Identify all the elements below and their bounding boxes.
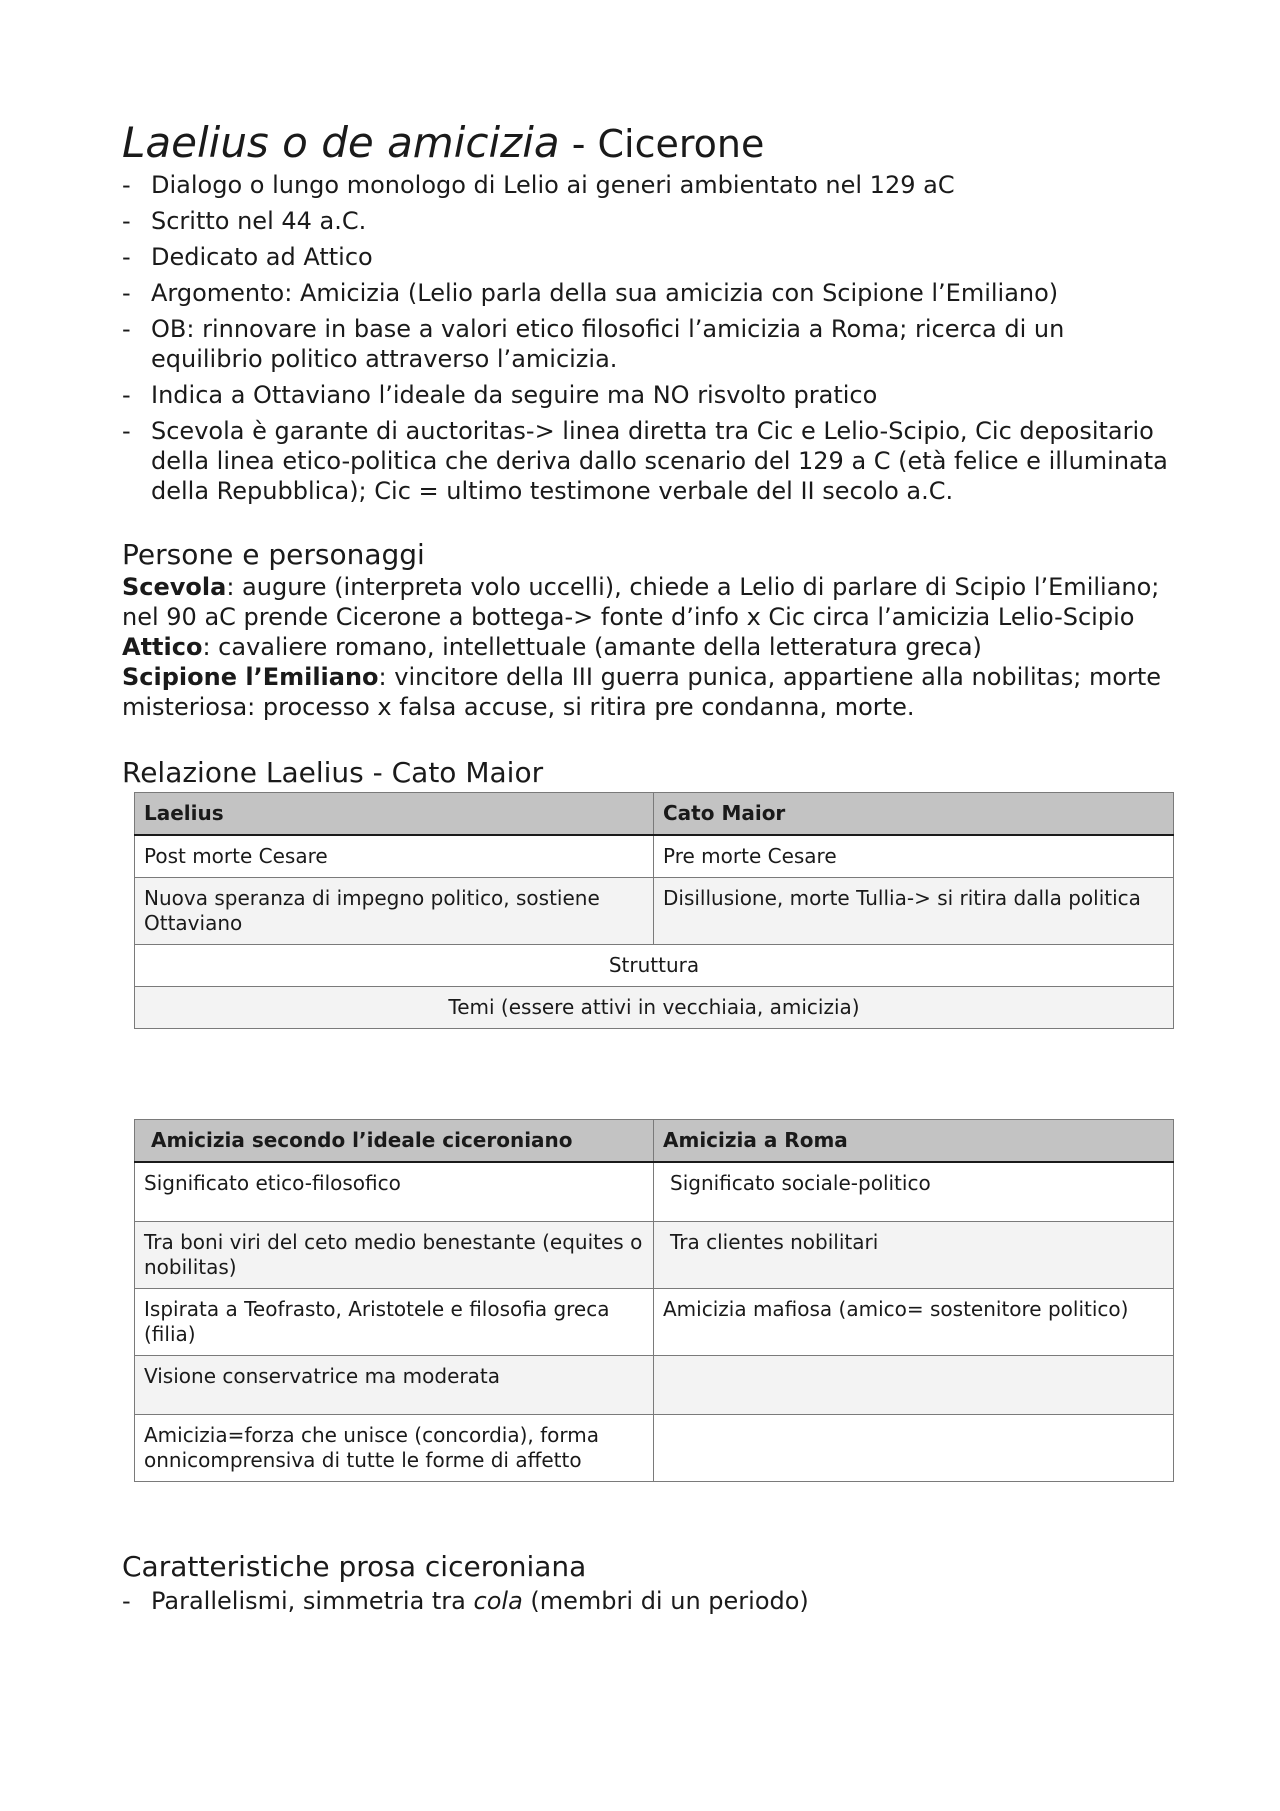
person-desc: : vincitore della III guerra punica, appartiene alla nobilitas; morte misteriosa: processo x falsa accuse, si ritira pre condanna, morte.: [122, 663, 1162, 722]
table-cell: Nuova speranza di impegno politico, sostiene Ottaviano: [135, 878, 654, 945]
list-item: [122, 206, 1172, 236]
table-cell: Ispirata a Teofrasto, Aristotele e filosofia greca (filia): [135, 1289, 654, 1356]
dash-bullet: -: [122, 417, 131, 446]
header-cell: Amicizia a Roma: [654, 1120, 1174, 1163]
list-item-text: OB: rinnovare in base a valori etico filosofici l’amicizia a Roma; ricerca di un equilibrio politico attraverso l’amicizia.: [151, 315, 1065, 374]
header-cell: Cato Maior: [654, 793, 1174, 836]
title-author: - Cicerone: [559, 122, 765, 166]
table-cell: Amicizia mafiosa (amico= sostenitore politico): [654, 1289, 1174, 1356]
prosa-text-before: Parallelismi, simmetria tra: [151, 1587, 474, 1616]
table-cell: Visione conservatrice ma moderata: [135, 1356, 654, 1415]
list-item-text: Dedicato ad Attico: [151, 243, 373, 272]
document-title: [122, 118, 1172, 168]
prosa-text-italic: cola: [473, 1587, 523, 1616]
list-item: [122, 314, 1172, 374]
person-desc: : cavaliere romano, intellettuale (amante della letteratura greca): [202, 633, 982, 662]
person-name: Scevola: [122, 573, 227, 602]
dash-bullet: -: [122, 315, 131, 344]
title-main: Laelius o de amicizia: [122, 118, 560, 167]
dash-bullet: -: [122, 243, 131, 272]
table-row: [135, 1289, 1174, 1356]
table-cell: Tra clientes nobilitari: [654, 1222, 1174, 1289]
merged-cell: Temi (essere attivi in vecchiaia, amicizia): [135, 987, 1174, 1029]
header-cell: Laelius: [135, 793, 654, 836]
table-row: [135, 987, 1174, 1029]
section-heading-prosa: Caratteristiche prosa ciceroniana: [122, 1550, 587, 1584]
section-heading-persone: Persone e personaggi: [122, 538, 425, 572]
list-item-text: Dialogo o lungo monologo di Lelio ai generi ambientato nel 129 aC: [151, 171, 955, 200]
person-desc: : augure (interpreta volo uccelli), chiede a Lelio di parlare di Scipio l’Emiliano; nel 90 aC prende Cicerone a bottega-> fonte d’info x Cic circa l’amicizia Lelio-Scipio: [122, 573, 1160, 632]
table-row: [135, 1222, 1174, 1289]
header-cell: Amicizia secondo l’ideale ciceroniano: [135, 1120, 654, 1163]
table-cell: Significato etico-filosofico: [135, 1162, 654, 1222]
table-header-row: [135, 1120, 1174, 1163]
list-item-text: Scevola è garante di auctoritas-> linea diretta tra Cic e Lelio-Scipio, Cic depositario della linea etico-politica che deriva dallo scenario del 129 a C (età felice e illuminata della Repubblica); Cic = ultimo testimone verbale del II secolo a.C.: [151, 417, 1168, 506]
document-content: [122, 118, 1172, 1622]
person-entry: [122, 572, 1172, 632]
list-item-text: Argomento: Amicizia (Lelio parla della sua amicizia con Scipione l’Emiliano): [151, 279, 1059, 308]
table-row: [135, 1356, 1174, 1415]
person-name: Scipione l’Emiliano: [122, 663, 379, 692]
list-item: [122, 1586, 1172, 1616]
table-row: [135, 878, 1174, 945]
amicizia-table: [134, 1119, 1174, 1482]
person-entry: [122, 632, 1172, 662]
list-item-text: Scritto nel 44 a.C.: [151, 207, 367, 236]
table-row: [135, 1415, 1174, 1482]
person-entry: [122, 662, 1172, 722]
list-item-text: Indica a Ottaviano l’ideale da seguire ma NO risvolto pratico: [151, 381, 878, 410]
table-cell: Tra boni viri del ceto medio benestante (equites o nobilitas): [135, 1222, 654, 1289]
table-cell: Pre morte Cesare: [654, 835, 1174, 878]
table-cell: Post morte Cesare: [135, 835, 654, 878]
list-item: [122, 380, 1172, 410]
merged-cell: Struttura: [135, 945, 1174, 987]
dash-bullet: -: [122, 279, 131, 308]
table-row: [135, 1162, 1174, 1222]
table-header-row: [135, 793, 1174, 836]
list-item: [122, 278, 1172, 308]
list-item: [122, 416, 1172, 506]
intro-list: [122, 170, 1172, 506]
table-cell: Disillusione, morte Tullia-> si ritira dalla politica: [654, 878, 1174, 945]
person-name: Attico: [122, 633, 203, 662]
section-heading-relazione: Relazione Laelius - Cato Maior: [122, 756, 544, 790]
prosa-text-after: (membri di un periodo): [522, 1587, 809, 1616]
dash-bullet: -: [122, 381, 131, 410]
dash-bullet: -: [122, 1587, 131, 1616]
table-cell: Amicizia=forza che unisce (concordia), forma onnicomprensiva di tutte le forme di affetto: [135, 1415, 654, 1482]
dash-bullet: -: [122, 171, 131, 200]
list-item: [122, 242, 1172, 272]
table-row: [135, 945, 1174, 987]
table-cell: Significato sociale-politico: [654, 1162, 1174, 1222]
table-cell: [654, 1415, 1174, 1482]
dash-bullet: -: [122, 207, 131, 236]
prosa-list: [122, 1586, 1172, 1616]
table-cell: [654, 1356, 1174, 1415]
table-row: [135, 835, 1174, 878]
people-list: [122, 572, 1172, 722]
list-item: [122, 170, 1172, 200]
relazione-table: [134, 792, 1174, 1029]
